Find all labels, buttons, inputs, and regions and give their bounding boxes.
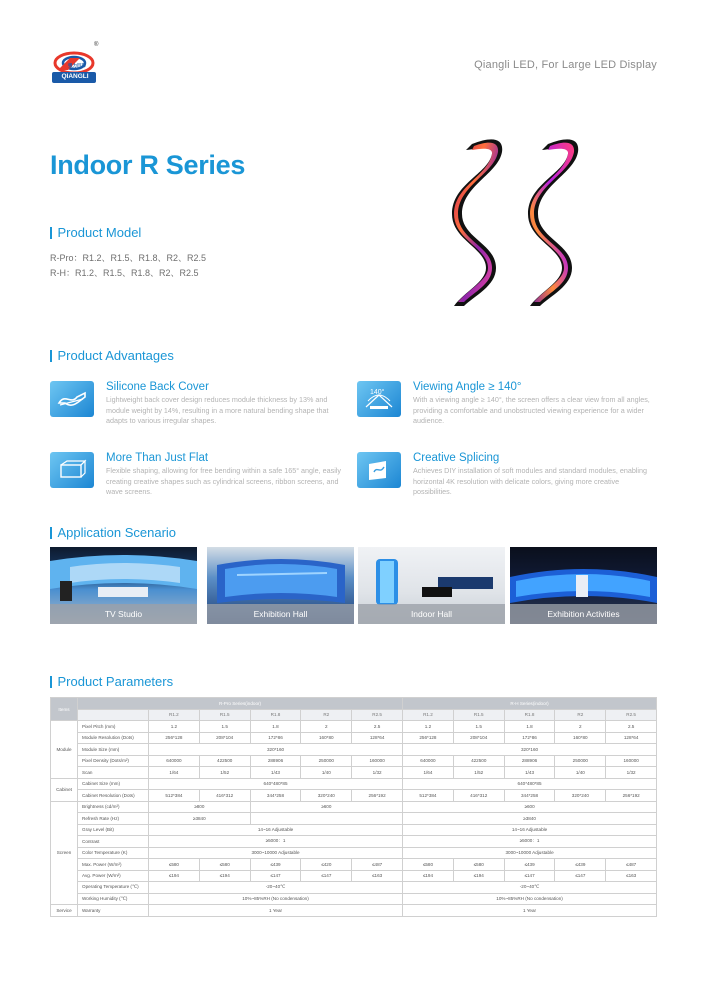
table-cell: ≤147 xyxy=(250,870,301,882)
table-cell: 640000 xyxy=(149,755,200,767)
table-cell: 320*160 xyxy=(149,744,403,756)
table-row xyxy=(51,893,657,905)
table-row xyxy=(51,732,657,744)
table-cell: 1/43 xyxy=(250,767,301,779)
table-cell: 1.5 xyxy=(199,721,250,733)
table-cell: ≤147 xyxy=(555,870,606,882)
table-header-group-pro: R-Pro Series(indoor) xyxy=(78,698,403,710)
table-row-label: Brightness (cd/m²) xyxy=(78,801,149,813)
table-row xyxy=(51,905,657,917)
scenario-exhibition-hall xyxy=(207,547,354,624)
table-row-label: Operating Temperature (℃) xyxy=(78,882,149,894)
table-row-label: Cabinet Resolution (Dots) xyxy=(78,790,149,802)
table-cell: 3000~10000 Adjustable xyxy=(403,847,657,859)
table-cell: 1.2 xyxy=(149,721,200,733)
table-cell: 208*104 xyxy=(453,732,504,744)
table-cell: 256*192 xyxy=(606,790,657,802)
table-row xyxy=(51,813,657,825)
company-logo xyxy=(50,42,102,86)
scenario-caption: Exhibition Hall xyxy=(207,604,354,624)
table-cell: 320*160 xyxy=(403,744,657,756)
table-cell: 1/52 xyxy=(199,767,250,779)
table-cell: 2.5 xyxy=(606,721,657,733)
table-cell: 1.8 xyxy=(250,721,301,733)
table-category: Screen xyxy=(51,801,78,905)
header-tagline: Qiangli LED, For Large LED Display xyxy=(474,59,657,71)
table-header-model: R1.5 xyxy=(199,709,250,721)
table-cell: 250000 xyxy=(555,755,606,767)
section-heading-params: Product Parameters xyxy=(50,674,173,689)
model-line-pro: R-Pro：R1.2、R1.5、R1.8、R2、R2.5 xyxy=(50,253,207,263)
table-cell: 10%~85%RH (No condensation) xyxy=(149,893,403,905)
scenario-caption: Indoor Hall xyxy=(358,604,505,624)
registered-mark: ® xyxy=(94,42,99,48)
table-cell: ≤487 xyxy=(352,859,403,871)
product-hero-image xyxy=(444,134,594,312)
table-cell: ≥5000：1 xyxy=(403,836,657,848)
table-cell: 416*312 xyxy=(199,790,250,802)
table-cell: ≥5000：1 xyxy=(149,836,403,848)
table-cell: ≥3840 xyxy=(403,813,657,825)
table-cell: ≤194 xyxy=(149,870,200,882)
table-cell: ≤439 xyxy=(250,859,301,871)
table-cell: 160*80 xyxy=(555,732,606,744)
table-cell: 172*86 xyxy=(504,732,555,744)
section-heading-scenario: Application Scenario xyxy=(50,525,176,540)
table-cell: 3000~10000 Adjustable xyxy=(149,847,403,859)
table-row-label: Module Resolution (Dots) xyxy=(78,732,149,744)
table-row-label: Pixel Density (Dots/m²) xyxy=(78,755,149,767)
model-line-h: R-H：R1.2、R1.5、R1.8、R2、R2.5 xyxy=(50,268,199,278)
table-row xyxy=(51,824,657,836)
table-cell: ≥3840 xyxy=(149,813,251,825)
table-row-label: Cabinet Size (mm) xyxy=(78,778,149,790)
table-cell: 320*240 xyxy=(555,790,606,802)
table-cell: ≤147 xyxy=(504,870,555,882)
silicone-cover-icon xyxy=(50,381,94,417)
table-cell xyxy=(250,813,402,825)
table-cell: 172*86 xyxy=(250,732,301,744)
parameters-table xyxy=(50,697,657,917)
table-cell: 1/32 xyxy=(352,767,403,779)
table-row-label: Module Size (mm) xyxy=(78,744,149,756)
table-cell: -20~40℃ xyxy=(149,882,403,894)
logo-cn-text: 强力巨彩 xyxy=(68,63,86,68)
table-cell: 422500 xyxy=(199,755,250,767)
scenario-caption: TV Studio xyxy=(50,604,197,624)
scenario-tv-studio xyxy=(50,547,197,624)
table-cell: ≤439 xyxy=(555,859,606,871)
table-row-label: Refresh Rate (Hz) xyxy=(78,813,149,825)
table-header-group-h: R-H Series(indoor) xyxy=(403,698,657,710)
table-cell: ≤439 xyxy=(504,859,555,871)
table-cell: 344*258 xyxy=(504,790,555,802)
table-cell: 2.5 xyxy=(352,721,403,733)
table-cell: ≤194 xyxy=(199,870,250,882)
table-header-model: R2.5 xyxy=(352,709,403,721)
splicing-icon xyxy=(357,452,401,488)
table-header-items: Items xyxy=(51,698,78,721)
logo-en-text: QIANGLI xyxy=(61,73,89,80)
table-row-label: Avg. Power (W/m²) xyxy=(78,870,149,882)
section-heading-advantages: Product Advantages xyxy=(50,348,174,363)
table-cell: -20~40℃ xyxy=(403,882,657,894)
table-cell: ≥600 xyxy=(250,801,402,813)
table-cell: ≤580 xyxy=(453,859,504,871)
table-cell: 2 xyxy=(301,721,352,733)
table-cell: 512*384 xyxy=(149,790,200,802)
table-cell: 128*64 xyxy=(352,732,403,744)
table-row xyxy=(51,767,657,779)
table-row xyxy=(51,778,657,790)
table-row-label: Contrast xyxy=(78,836,149,848)
table-category: Service xyxy=(51,905,78,917)
table-cell: 1.2 xyxy=(403,721,454,733)
table-cell: 1 Year xyxy=(403,905,657,917)
table-cell: 256*192 xyxy=(352,790,403,802)
table-cell: 1.5 xyxy=(453,721,504,733)
table-cell: 344*258 xyxy=(250,790,301,802)
table-cell: 10%~85%RH (No condensation) xyxy=(403,893,657,905)
table-cell: 160000 xyxy=(606,755,657,767)
table-cell: 1 Year xyxy=(149,905,403,917)
table-cell: ≤194 xyxy=(453,870,504,882)
table-cell: 1.8 xyxy=(504,721,555,733)
flexible-module-icon xyxy=(50,452,94,488)
table-row-label: Working Humidity (℃) xyxy=(78,893,149,905)
table-cell: 160000 xyxy=(352,755,403,767)
table-cell: ≤194 xyxy=(403,870,454,882)
scenario-caption: Exhibition Activities xyxy=(510,604,657,624)
table-cell: 2 xyxy=(555,721,606,733)
table-cell: 14~16 Adjustable xyxy=(403,824,657,836)
table-cell: ≤580 xyxy=(149,859,200,871)
table-header-model: R1.2 xyxy=(403,709,454,721)
table-category: Module xyxy=(51,721,78,779)
table-row xyxy=(51,882,657,894)
table-cell: ≥600 xyxy=(403,801,657,813)
table-row xyxy=(51,790,657,802)
page-title: Indoor R Series xyxy=(50,150,246,180)
table-row-label: Pixel Pitch (mm) xyxy=(78,721,149,733)
table-header-model: R1.5 xyxy=(453,709,504,721)
table-row-label: Gray Level (Bit) xyxy=(78,824,149,836)
table-cell: 256*128 xyxy=(149,732,200,744)
table-cell: 640*480*85 xyxy=(403,778,657,790)
table-cell: 288906 xyxy=(250,755,301,767)
table-row xyxy=(51,721,657,733)
table-cell: 1/40 xyxy=(301,767,352,779)
section-heading-model: Product Model xyxy=(50,225,141,240)
table-header-model: R1.8 xyxy=(250,709,301,721)
table-cell: 288906 xyxy=(504,755,555,767)
table-cell: 512*384 xyxy=(403,790,454,802)
table-cell: 640*480*85 xyxy=(149,778,403,790)
table-header-model: R1.2 xyxy=(149,709,200,721)
table-cell: 320*240 xyxy=(301,790,352,802)
table-cell: ≤163 xyxy=(352,870,403,882)
table-cell: ≤580 xyxy=(199,859,250,871)
table-cell: ≤487 xyxy=(606,859,657,871)
table-cell: ≤163 xyxy=(606,870,657,882)
table-cell: 1/52 xyxy=(453,767,504,779)
table-cell: 14~16 Adjustable xyxy=(149,824,403,836)
table-cell: 640000 xyxy=(403,755,454,767)
scenario-indoor-hall xyxy=(358,547,505,624)
table-row xyxy=(51,870,657,882)
table-header-model: R1.8 xyxy=(504,709,555,721)
table-row-label: Scan xyxy=(78,767,149,779)
table-cell: ≤580 xyxy=(403,859,454,871)
table-cell: 1/64 xyxy=(403,767,454,779)
table-cell: 1/32 xyxy=(606,767,657,779)
table-row xyxy=(51,801,657,813)
viewing-angle-icon: 140° xyxy=(357,381,401,417)
table-row xyxy=(51,859,657,871)
table-cell: 250000 xyxy=(301,755,352,767)
table-row xyxy=(51,836,657,848)
table-row xyxy=(51,847,657,859)
table-cell: 1/43 xyxy=(504,767,555,779)
table-cell: ≤420 xyxy=(301,859,352,871)
scenario-exhibition-activities xyxy=(510,547,657,624)
table-cell: 160*80 xyxy=(301,732,352,744)
table-cell: 1/40 xyxy=(555,767,606,779)
table-row xyxy=(51,744,657,756)
table-header-model: R2 xyxy=(555,709,606,721)
table-row-label: Warranty xyxy=(78,905,149,917)
table-row xyxy=(51,755,657,767)
table-header-model: R2 xyxy=(301,709,352,721)
table-cell: 422500 xyxy=(453,755,504,767)
table-category: Cabinet xyxy=(51,778,78,801)
table-header-model: R2.5 xyxy=(606,709,657,721)
table-row-label: Color Temperature (K) xyxy=(78,847,149,859)
table-row-label: Max. Power (W/m²) xyxy=(78,859,149,871)
table-cell: 416*312 xyxy=(453,790,504,802)
table-cell: 256*128 xyxy=(403,732,454,744)
table-cell: 1/64 xyxy=(149,767,200,779)
table-cell: ≥800 xyxy=(149,801,251,813)
table-cell: 128*64 xyxy=(606,732,657,744)
table-cell: 208*104 xyxy=(199,732,250,744)
table-cell: ≤147 xyxy=(301,870,352,882)
